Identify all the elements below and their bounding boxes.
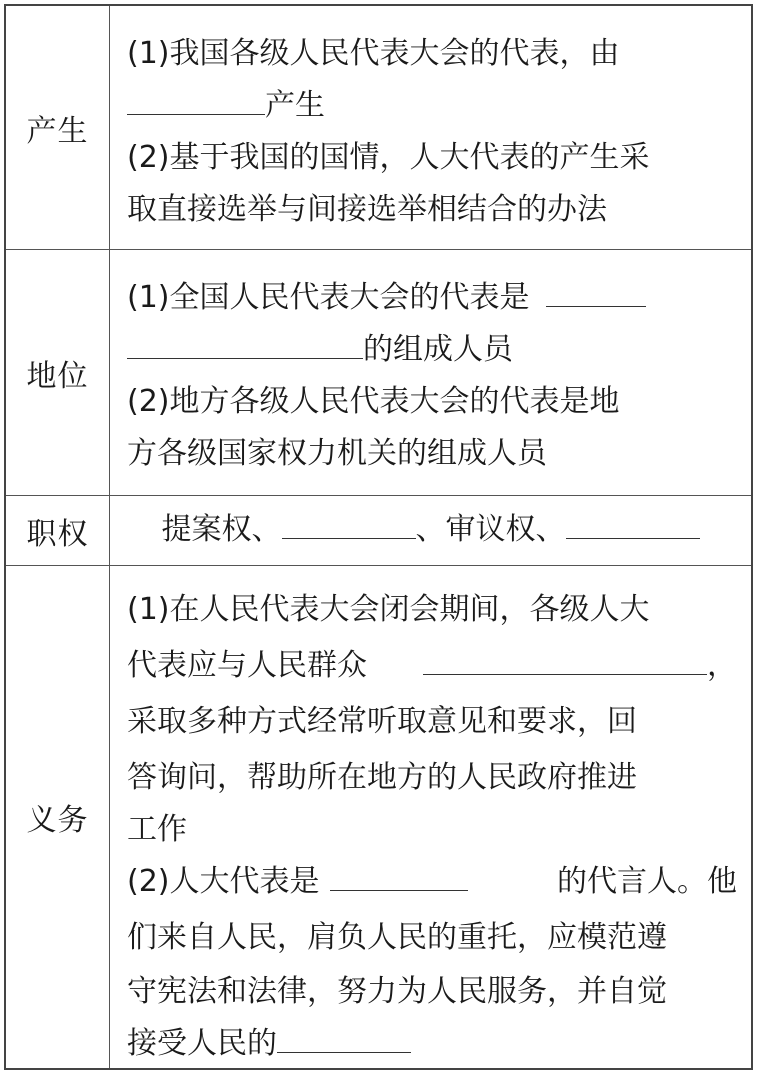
line-text: 、审议权、: [415, 512, 566, 547]
text-line: [127, 280, 737, 316]
fill-blank[interactable]: [282, 512, 416, 539]
line-text: 提案权、: [161, 512, 282, 547]
line-text: 的组成人员: [363, 332, 513, 367]
text-line: [127, 36, 737, 72]
fill-blank[interactable]: [566, 512, 700, 539]
row-label: 地位: [26, 358, 89, 394]
fill-blank[interactable]: [127, 332, 363, 359]
fill-blank[interactable]: [277, 1026, 411, 1053]
line-text: (2)基于我国的国情，人大代表的产生采: [127, 140, 650, 175]
row-label-cell: [6, 496, 110, 565]
line-text: (1)全国人民代表大会的代表是: [127, 280, 530, 315]
text-line: [127, 1026, 411, 1062]
row-label: 产生: [26, 113, 89, 149]
info-table: [4, 4, 753, 1070]
table-row-zhiquan: [6, 496, 751, 566]
text-line: [127, 920, 737, 956]
text-line: [127, 812, 187, 848]
fill-blank[interactable]: [127, 88, 265, 115]
text-line: [127, 974, 737, 1010]
row-label-cell: [6, 6, 110, 249]
text-line: [127, 704, 737, 740]
fill-blank[interactable]: [423, 648, 707, 675]
text-line: [127, 140, 737, 176]
row-label-cell: [6, 566, 110, 1068]
line-text: 采取多种方式经常听取意见和要求，回: [127, 704, 637, 739]
line-text: 的代言人。他: [557, 864, 737, 899]
line-text: 答询问，帮助所在地方的人民政府推进: [127, 760, 637, 795]
line-text: 代表应与人民群众: [127, 648, 367, 683]
line-text: 守宪法和法律，努力为人民服务，并自觉: [127, 974, 667, 1009]
fill-blank[interactable]: [330, 864, 468, 891]
text-line: [127, 192, 607, 228]
line-text: 产生: [265, 88, 325, 123]
line-text: 取直接选举与间接选举相结合的办法: [127, 192, 607, 227]
text-line: [110, 512, 751, 548]
line-text: 方各级国家权力机关的组成人员: [127, 436, 547, 471]
text-line: [127, 760, 737, 796]
row-label: 义务: [26, 803, 89, 838]
text-line: [127, 88, 325, 124]
text-line: [127, 592, 737, 628]
fill-blank[interactable]: [546, 280, 646, 307]
line-text: (2)地方各级人民代表大会的代表是地: [127, 384, 620, 419]
line-text: 接受人民的: [127, 1026, 277, 1061]
line-text: 们来自人民，肩负人民的重托，应模范遵: [127, 920, 667, 955]
row-label: 职权: [26, 516, 89, 552]
table-row-chansheng: [6, 6, 751, 250]
table-row-yiwu: [6, 566, 751, 1068]
line-text: (2)人大代表是: [127, 864, 320, 899]
text-line: [127, 384, 737, 420]
text-line: [127, 864, 737, 900]
text-line: [127, 436, 547, 472]
line-text: (1)在人民代表大会闭会期间，各级人大: [127, 592, 650, 627]
line-text: (1)我国各级人民代表大会的代表，由: [127, 36, 620, 71]
line-text: ，: [707, 648, 737, 683]
text-line: [127, 332, 513, 368]
table-row-diwei: [6, 250, 751, 496]
text-line: [127, 648, 737, 684]
line-text: 工作: [127, 812, 187, 847]
row-label-cell: [6, 250, 110, 495]
